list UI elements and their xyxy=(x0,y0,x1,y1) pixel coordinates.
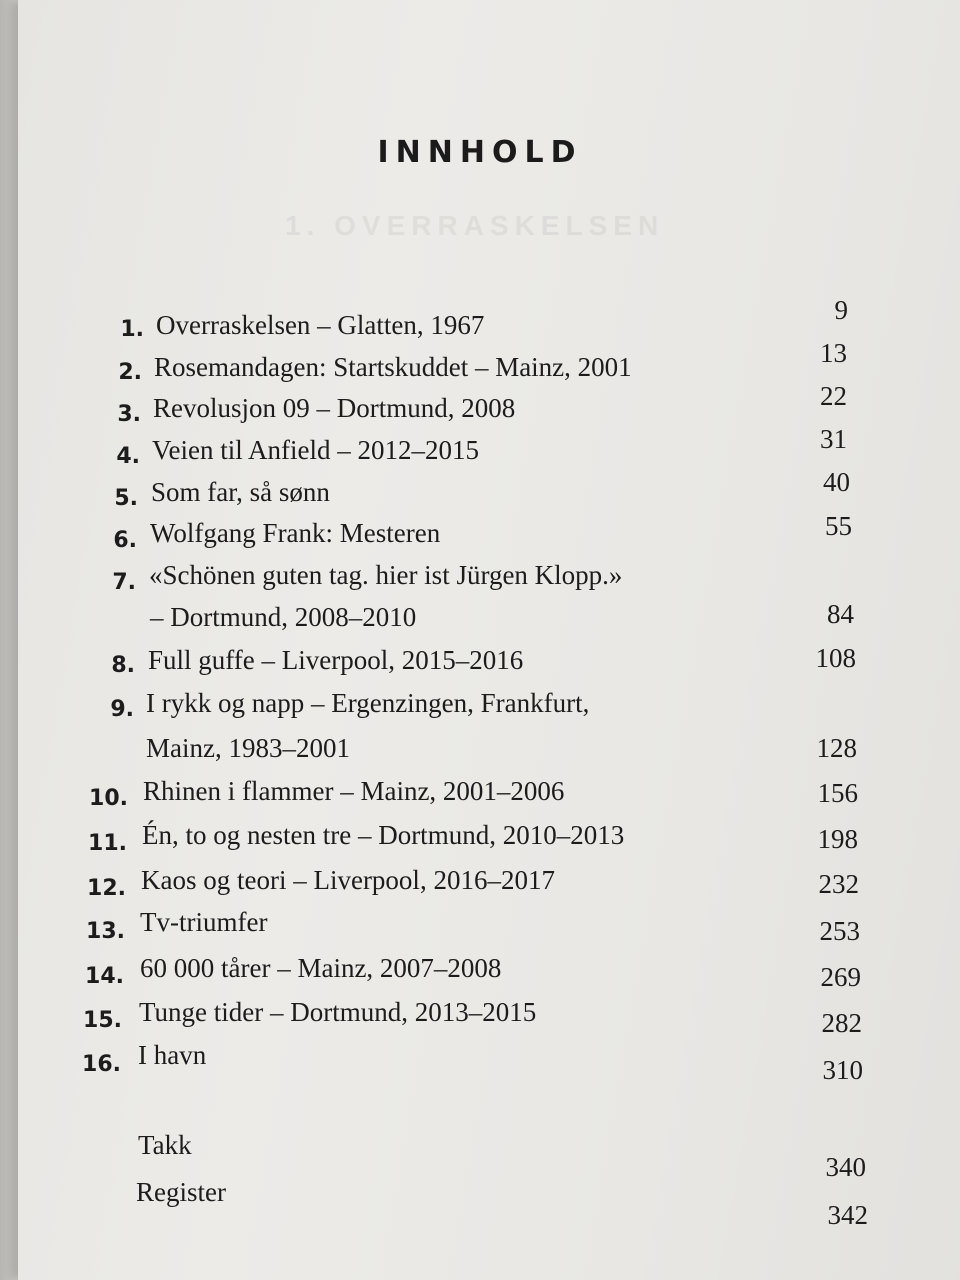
page-number: 198 xyxy=(817,824,858,854)
chapter-title: Full guffe – Liverpool, 2015–2016 xyxy=(148,645,524,675)
page-title: INNHOLD xyxy=(377,135,583,170)
chapter-number: 10. xyxy=(89,786,128,811)
page-number: 31 xyxy=(820,424,847,454)
chapter-number: 4. xyxy=(116,444,140,469)
chapter-title: 60 000 tårer – Mainz, 2007–2008 xyxy=(140,953,502,983)
chapter-number: 3. xyxy=(117,402,141,427)
chapter-title-continued: Mainz, 1983–2001 xyxy=(146,733,350,763)
page-number: 340 xyxy=(825,1152,866,1182)
page-number: 342 xyxy=(827,1200,868,1230)
chapter-title: Rhinen i flammer – Mainz, 2001–2006 xyxy=(143,776,565,806)
chapter-title: Tv-triumfer xyxy=(140,907,268,937)
chapter-number: 15. xyxy=(83,1008,122,1033)
page-number: 253 xyxy=(819,916,860,946)
chapter-number: 2. xyxy=(118,360,142,385)
page-number: 156 xyxy=(817,778,858,808)
page-number: 128 xyxy=(816,733,857,763)
page-number: 22 xyxy=(820,381,847,411)
chapter-number: 12. xyxy=(87,876,126,901)
page-number: 9 xyxy=(834,295,848,325)
chapter-number: 13. xyxy=(86,919,125,944)
page-number: 13 xyxy=(820,338,847,368)
chapter-title: Veien til Anfield – 2012–2015 xyxy=(152,435,479,465)
chapter-number: 9. xyxy=(110,697,134,722)
chapter-number: 6. xyxy=(113,528,137,553)
back-matter-title: Takk xyxy=(138,1130,192,1160)
chapter-number: 16. xyxy=(82,1052,121,1077)
chapter-title: I havn xyxy=(138,1040,207,1070)
chapter-title: Kaos og teori – Liverpool, 2016–2017 xyxy=(141,865,555,895)
bleed-through-heading: 1. OVERRASKELSEN xyxy=(285,210,665,241)
page-number: 84 xyxy=(827,599,854,629)
chapter-title: Wolfgang Frank: Mesteren xyxy=(150,518,441,548)
page-number: 310 xyxy=(822,1055,863,1085)
chapter-title: Overraskelsen – Glatten, 1967 xyxy=(156,310,485,340)
page-number: 108 xyxy=(815,643,856,673)
chapter-title: Revolusjon 09 – Dortmund, 2008 xyxy=(153,393,516,423)
chapter-number: 11. xyxy=(88,831,127,856)
page-number: 232 xyxy=(818,869,859,899)
chapter-number: 14. xyxy=(85,964,124,989)
page-number: 282 xyxy=(821,1008,862,1038)
back-matter-title: Register xyxy=(136,1177,226,1207)
chapter-title: «Schönen guten tag. hier ist Jürgen Klopp.» xyxy=(149,560,623,590)
chapter-title: I rykk og napp – Ergenzingen, Frankfurt, xyxy=(146,688,590,718)
chapter-title: Rosemandagen: Startskuddet – Mainz, 2001 xyxy=(154,352,632,382)
page-number: 269 xyxy=(820,962,861,992)
chapter-title: Én, to og nesten tre – Dortmund, 2010–2013 xyxy=(142,820,625,850)
page-number: 40 xyxy=(823,467,850,497)
chapter-title: Som far, så sønn xyxy=(151,477,330,507)
chapter-number: 8. xyxy=(111,653,135,678)
chapter-number: 7. xyxy=(112,570,136,595)
chapter-title-continued: – Dortmund, 2008–2010 xyxy=(150,602,417,632)
page-number: 55 xyxy=(825,511,852,541)
chapter-number: 5. xyxy=(114,486,138,511)
chapter-title: Tunge tider – Dortmund, 2013–2015 xyxy=(139,997,537,1027)
chapter-number: 1. xyxy=(120,317,144,342)
